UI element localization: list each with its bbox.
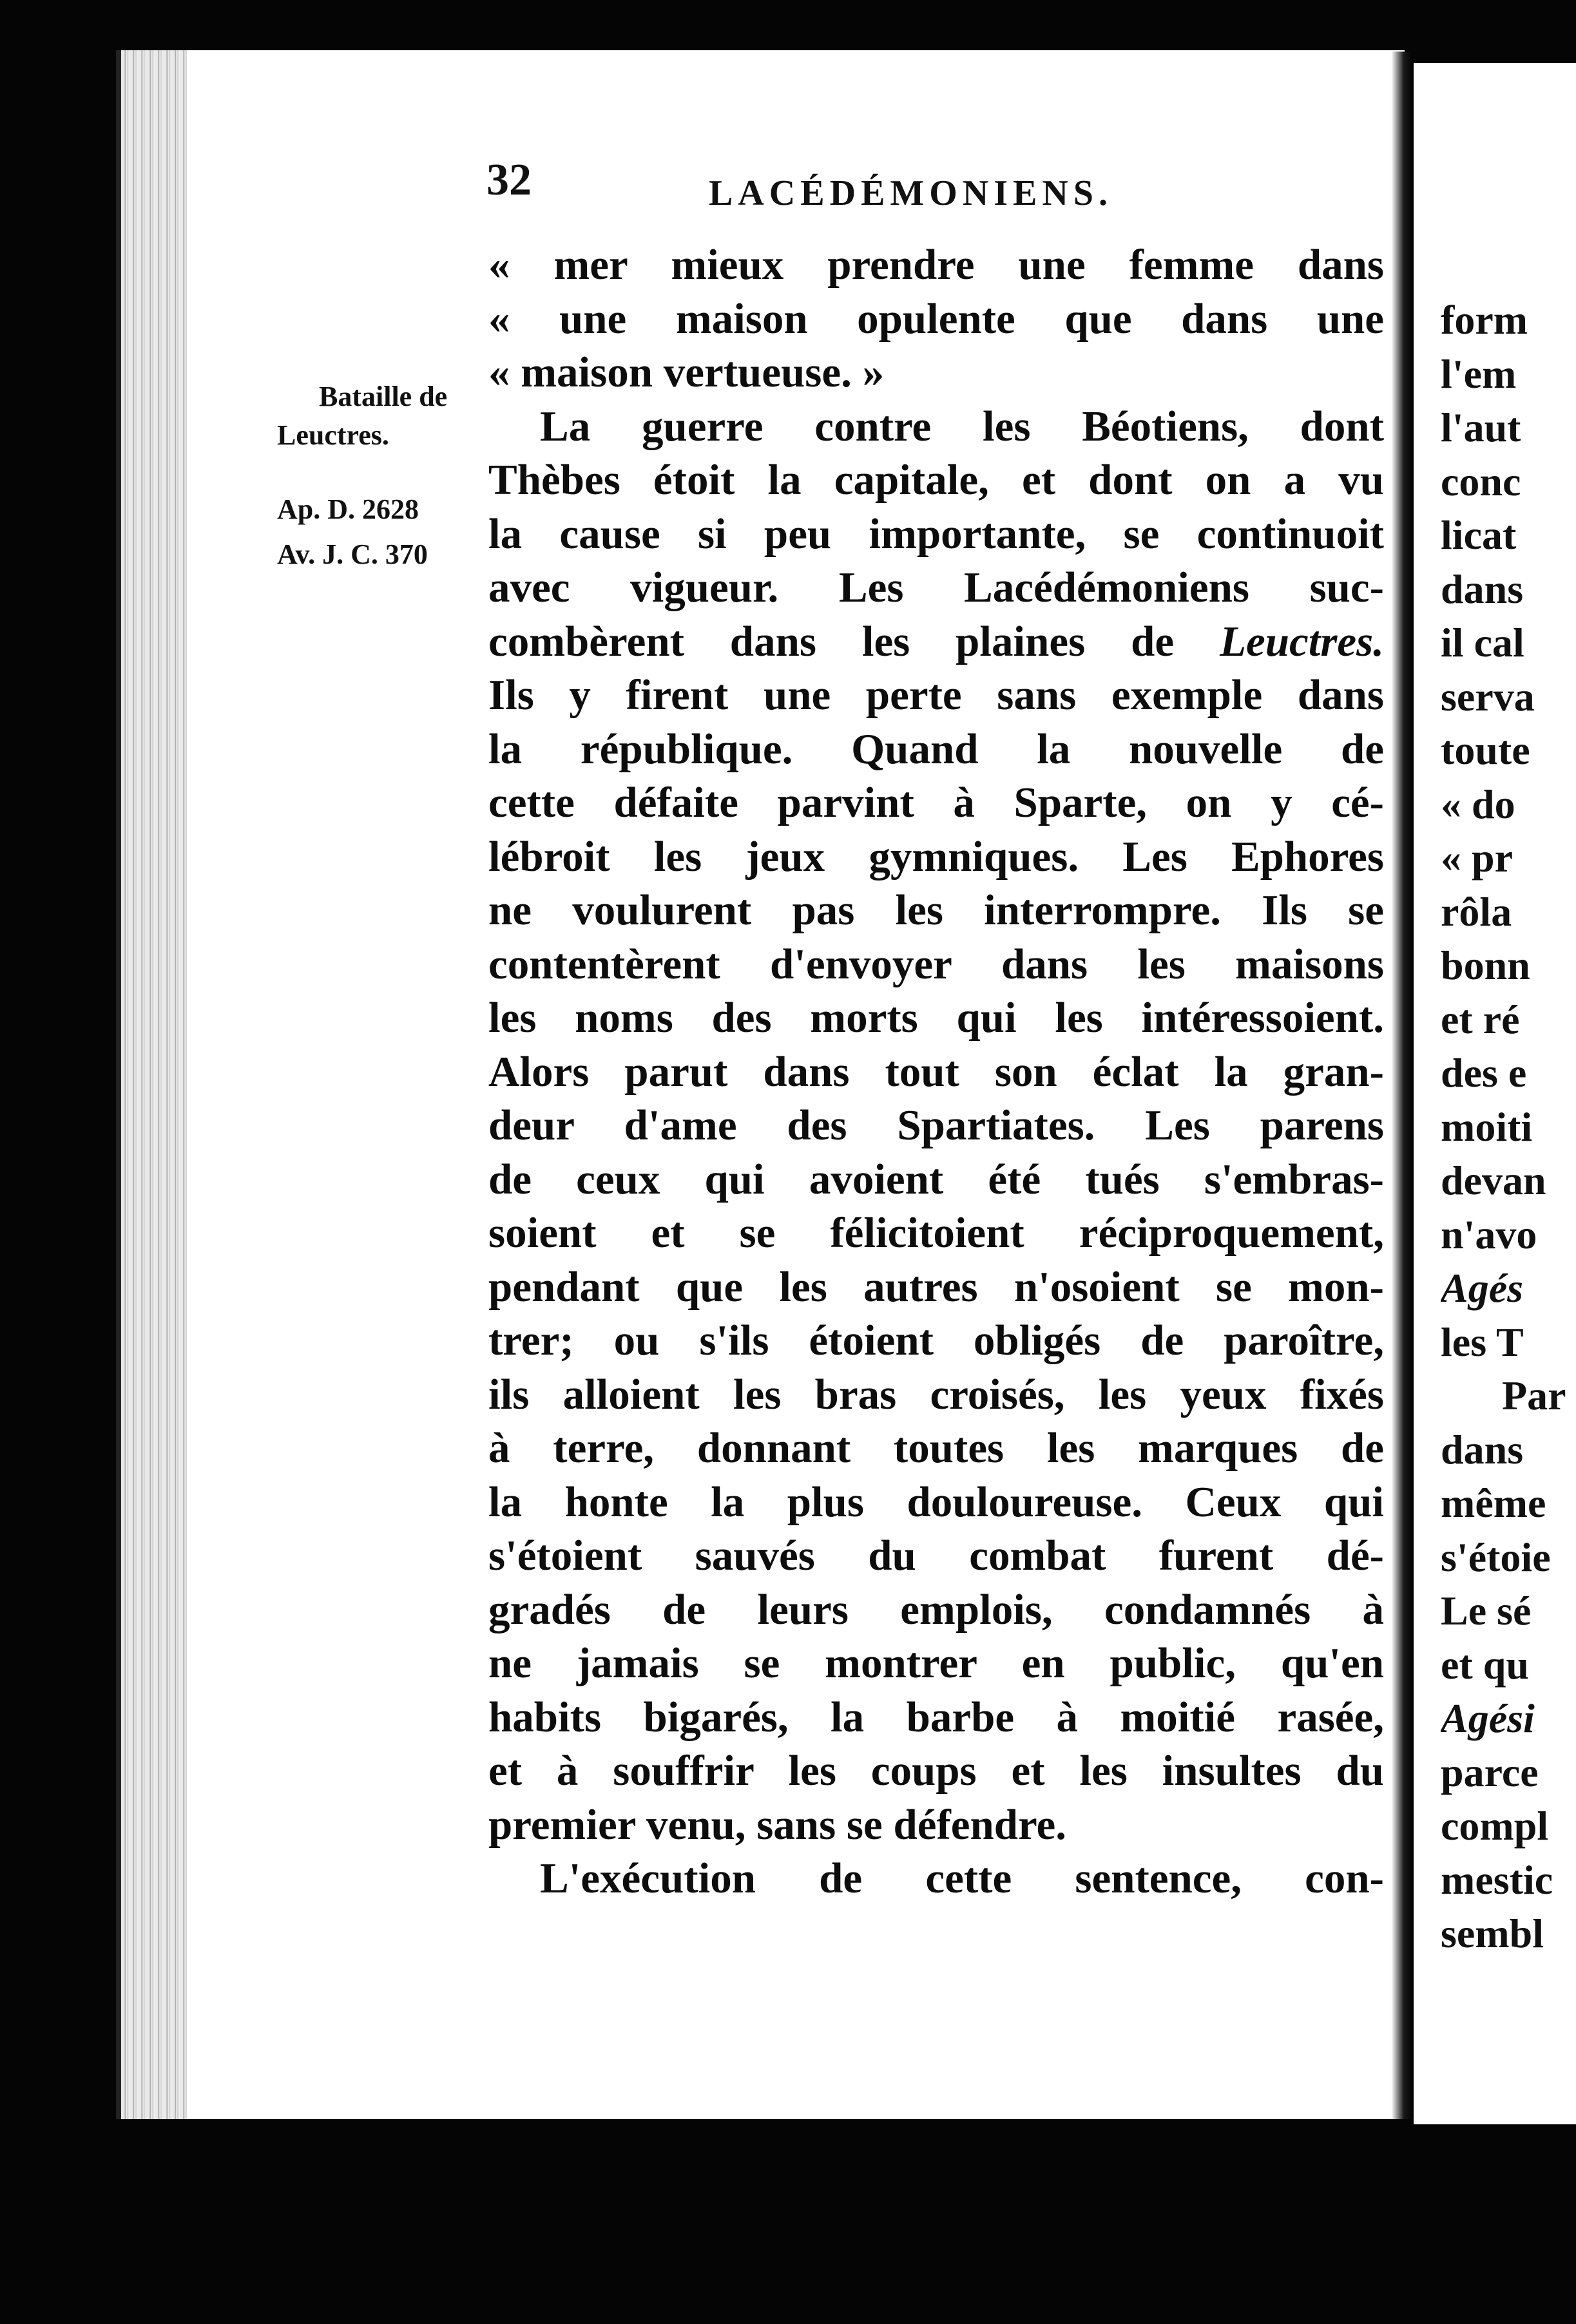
right-text-line: compl <box>1441 1803 1549 1849</box>
text-line: premier venu, sans se défendre. <box>488 1800 1067 1849</box>
right-text-line: licat <box>1441 512 1517 558</box>
page-header <box>486 155 1376 225</box>
text-line: soient et se félicitoient réciproquement, <box>488 1209 1384 1257</box>
running-head: LACÉDÉMONIENS. <box>709 173 1113 213</box>
right-text-line: devan <box>1441 1157 1546 1203</box>
text-line: combèrent dans les plaines de Leuctres. <box>488 617 1384 665</box>
right-text-line: l'em <box>1441 350 1517 397</box>
book-gutter <box>1392 52 1414 2119</box>
right-text-line: l'aut <box>1441 405 1521 450</box>
text-line: avec vigueur. Les Lacédémoniens suc- <box>488 564 1384 611</box>
right-text-line: s'étoie <box>1441 1534 1551 1580</box>
text-line: « maison vertueuse. » <box>488 348 885 396</box>
margin-note-line: Leuctres. <box>277 419 389 451</box>
text-line: les noms des morts qui les intéressoient. <box>488 994 1384 1042</box>
right-text-line: Le sé <box>1441 1588 1532 1633</box>
text-line: « une maison opulente que dans une <box>488 294 1384 343</box>
right-text-line: Agési <box>1441 1695 1535 1741</box>
text-line: Ils y firent une perte sans exemple dans <box>488 671 1384 719</box>
text-line: gradés de leurs emplois, condamnés à <box>488 1585 1384 1633</box>
right-text-line: serva <box>1441 673 1535 719</box>
text-line: lébroit les jeux gymniques. Les Ephores <box>488 832 1384 881</box>
text-line: contentèrent d'envoyer dans les maisons <box>488 940 1384 988</box>
text-line: ne voulurent pas les interrompre. Ils se <box>488 886 1384 934</box>
text-line: deur d'ame des Spartiates. Les parens <box>488 1101 1384 1149</box>
margin-note-date: Ap. D. 2628 <box>277 493 419 525</box>
text-line: ne jamais se montrer en public, qu'en <box>488 1639 1384 1687</box>
right-text-line: mestic <box>1441 1856 1553 1903</box>
margin-note-date: Av. J. C. 370 <box>277 538 428 570</box>
right-text-line: sembl <box>1441 1910 1544 1956</box>
right-text-line: dans <box>1441 1426 1524 1472</box>
text-line: cette défaite parvint à Sparte, on y cé- <box>488 779 1384 826</box>
page-edge-stack <box>116 50 198 2119</box>
right-text-line: même <box>1441 1480 1546 1526</box>
right-page-text <box>1441 293 1576 1961</box>
right-text-line: des e <box>1441 1050 1527 1096</box>
text-line: la honte la plus douloureuse. Ceux qui <box>488 1478 1384 1526</box>
right-text-line: dans <box>1441 566 1524 612</box>
right-text-line: conc <box>1441 458 1521 504</box>
right-text-line: moiti <box>1441 1103 1533 1150</box>
right-text-line: et qu <box>1441 1641 1529 1688</box>
body-text <box>488 238 1384 1906</box>
text-line: la cause si peu importante, se continuoit <box>488 510 1384 558</box>
text-line: La guerre contre les Béotiens, dont <box>540 402 1384 450</box>
right-text-line: Par <box>1502 1373 1566 1418</box>
text-line: pendant que les autres n'osoient se mon- <box>488 1262 1384 1311</box>
text-line: à terre, donnant toutes les marques de <box>488 1424 1384 1472</box>
right-text-line: « pr <box>1441 835 1513 881</box>
text-line: la république. Quand la nouvelle de <box>488 725 1384 773</box>
right-text-line: Agés <box>1441 1265 1523 1311</box>
text-line: « mer mieux prendre une femme dans <box>488 241 1384 289</box>
right-text-line: bonn <box>1441 942 1530 988</box>
right-text-line: les T <box>1441 1319 1524 1365</box>
right-text-line: n'avo <box>1441 1211 1537 1257</box>
right-text-line: et ré <box>1441 996 1520 1042</box>
right-text-line: parce <box>1441 1749 1539 1795</box>
right-text-line: form <box>1441 297 1528 343</box>
text-line: Alors parut dans tout son éclat la gran- <box>488 1047 1384 1096</box>
text-line: habits bigarés, la barbe à moitié rasée, <box>488 1693 1384 1741</box>
text-line: ils alloient les bras croisés, les yeux fixés <box>488 1370 1384 1418</box>
right-text-line: toute <box>1441 727 1530 773</box>
page-number: 32 <box>486 155 532 205</box>
text-line: et à souffrir les coups et les insultes du <box>488 1747 1384 1795</box>
text-line: trer; ou s'ils étoient obligés de paroître, <box>488 1317 1384 1364</box>
right-text-line: rôla <box>1441 888 1512 935</box>
margin-note-line: Bataille de <box>319 381 448 412</box>
right-text-line: il cal <box>1441 620 1524 665</box>
text-line: L'exécution de cette sentence, con- <box>540 1854 1384 1902</box>
text-line: de ceux qui avoient été tués s'embras- <box>488 1155 1384 1203</box>
right-text-line: « do <box>1441 781 1515 827</box>
text-line: s'étoient sauvés du combat furent dé- <box>488 1532 1384 1579</box>
text-line: Thèbes étoit la capitale, et dont on a vu <box>488 456 1384 504</box>
